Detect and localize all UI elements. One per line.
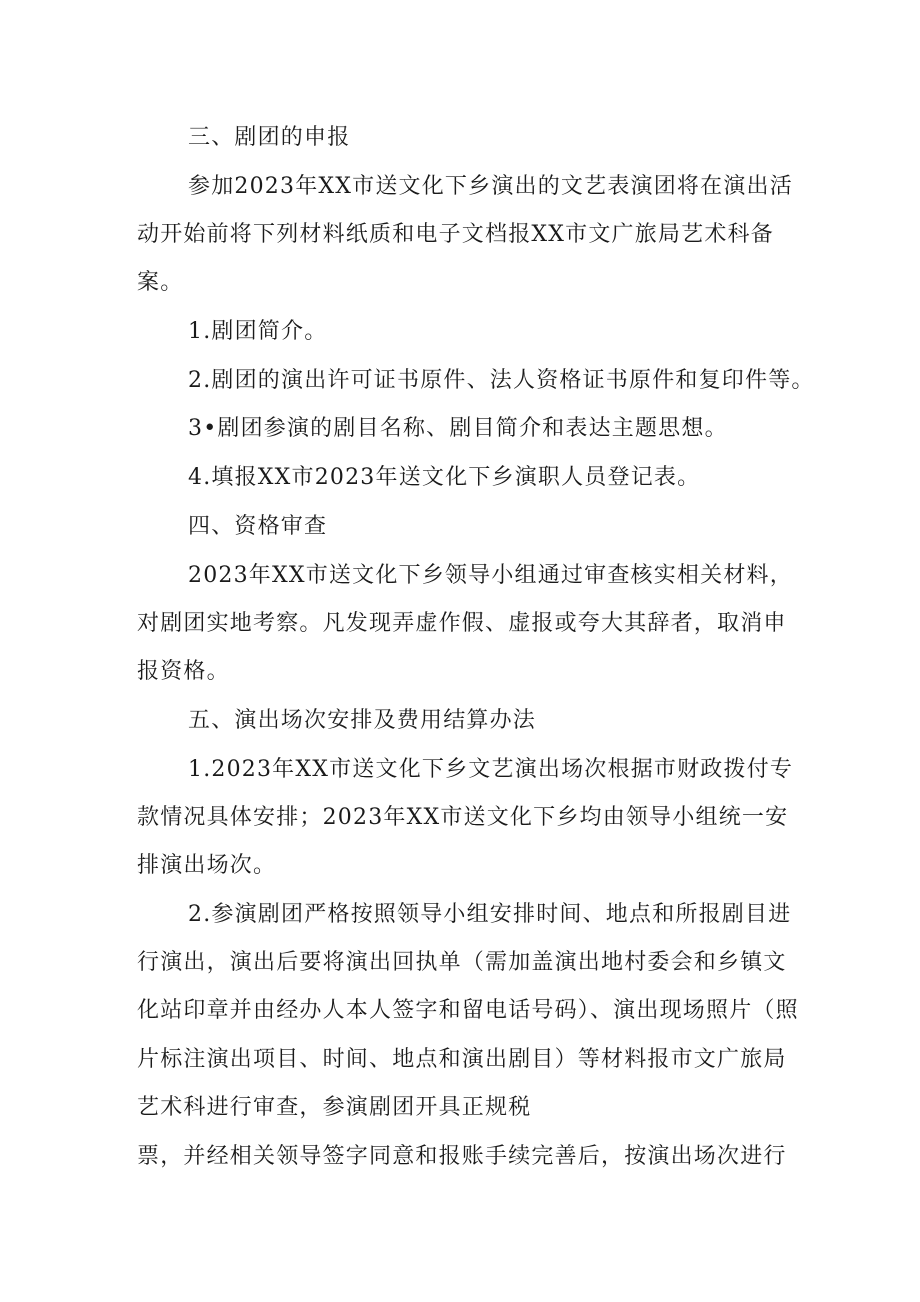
section-heading: 五、演出场次安排及费用结算办法 xyxy=(188,708,537,733)
paragraph-line: 报资格。 xyxy=(137,659,230,684)
paragraph-line: 参加2023年XX市送文化下乡演出的文艺表演团将在演出活 xyxy=(188,174,793,199)
list-item: 4.填报XX市2023年送文化下乡演职人员登记表。 xyxy=(188,465,701,490)
paragraph-line: 2023年XX市送文化下乡领导小组通过审查核实相关材料， xyxy=(188,563,793,588)
paragraph-line: 票，并经相关领导签字同意和报账手续完善后，按演出场次进行 xyxy=(137,1144,787,1169)
paragraph-line: 片标注演出项目、时间、地点和演出剧目）等材料报市文广旅局 xyxy=(137,1047,787,1072)
paragraph-line: 行演出，演出后要将演出回执单（需加盖演出地村委会和乡镇文 xyxy=(137,950,787,975)
paragraph-line: 对剧团实地考察。凡发现弄虚作假、虚报或夸大其辞者，取消申 xyxy=(137,611,787,636)
paragraph-line: 排演出场次。 xyxy=(137,853,277,878)
list-item: 1.剧团简介。 xyxy=(188,319,328,344)
paragraph-line: 动开始前将下列材料纸质和电子文档报XX市文广旅局艺术科备 xyxy=(137,222,774,247)
list-item: 3•剧团参演的剧目名称、剧目简介和表达主题思想。 xyxy=(188,416,728,441)
paragraph-line: 案。 xyxy=(137,270,184,295)
paragraph-line: 艺术科进行审查，参演剧团开具正规税 xyxy=(137,1095,532,1120)
section-heading: 三、剧团的申报 xyxy=(188,125,351,150)
paragraph-line: 款情况具体安排；2023年XX市送文化下乡均由领导小组统一安 xyxy=(137,805,789,830)
paragraph-line: 2.参演剧团严格按照领导小组安排时间、地点和所报剧目进 xyxy=(188,902,792,927)
paragraph-line: 1.2023年XX市送文化下乡文艺演出场次根据市财政拨付专 xyxy=(188,757,794,782)
section-heading: 四、资格审查 xyxy=(188,514,328,539)
paragraph-line: 化站印章并由经办人本人签字和留电话号码）、演出现场照片（照 xyxy=(137,998,799,1023)
list-item: 2.剧团的演出许可证书原件、法人资格证书原件和复印件等。 xyxy=(188,368,815,393)
